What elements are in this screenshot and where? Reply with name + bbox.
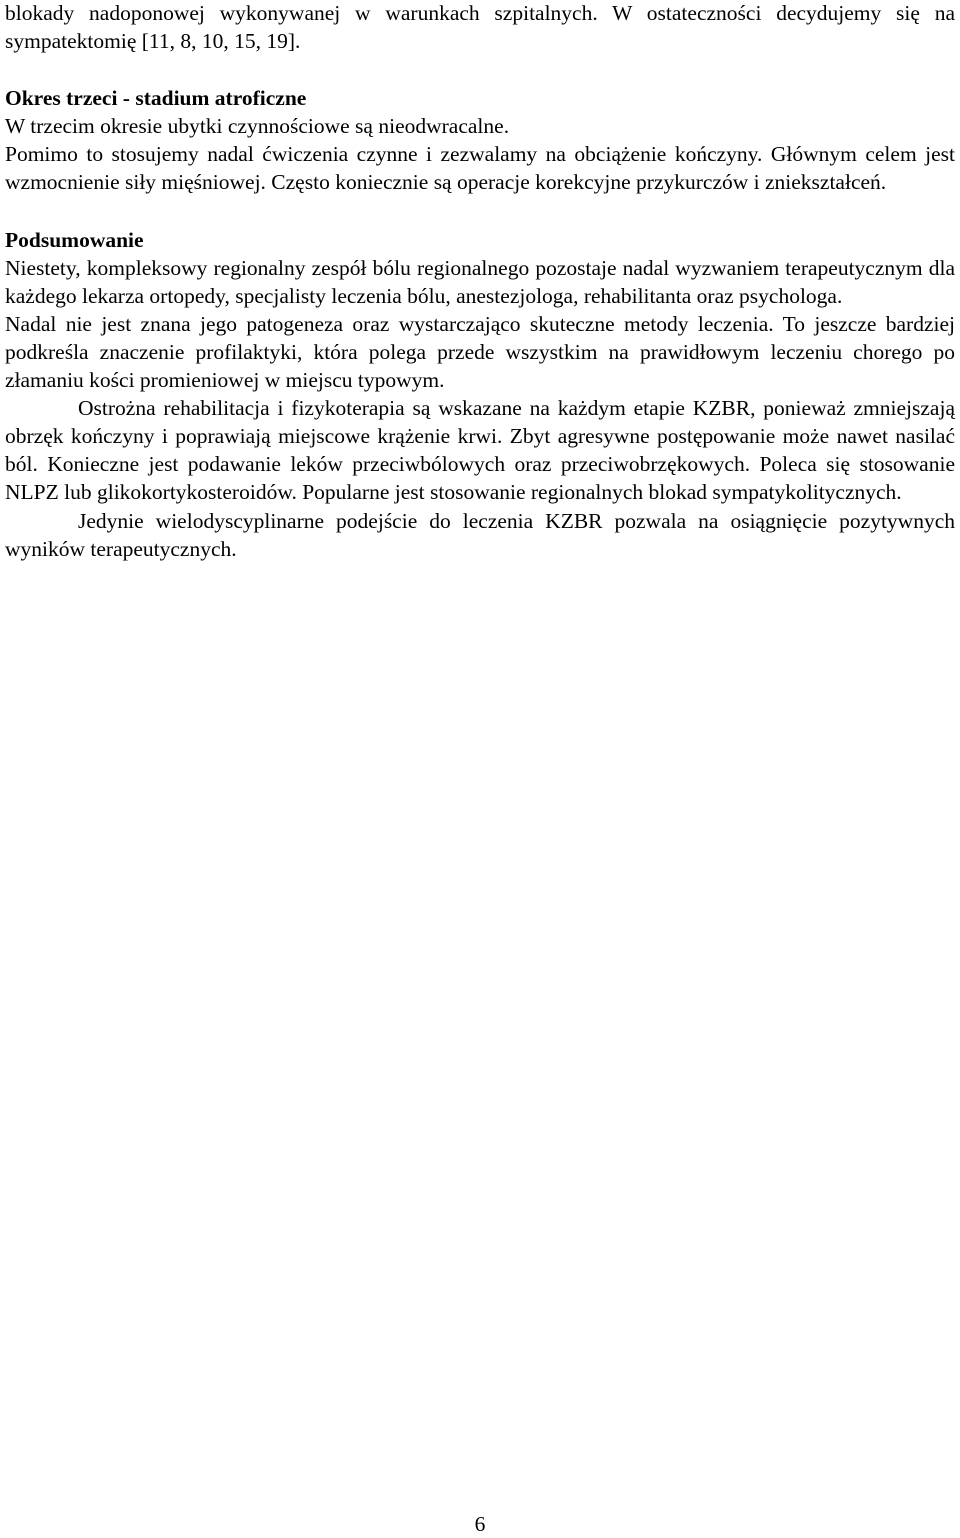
paragraph-gap [5, 55, 955, 84]
page-number: 6 [474, 1512, 486, 1536]
summary-paragraph-4: Jedynie wielodyscyplinarne podejście do leczenia KZBR pozwala na osiągnięcie pozytywnych wyników terapeutycznych. [5, 508, 955, 561]
summary-paragraph-3: Ostrożna rehabilitacja i fizykoterapia są wskazane na każdym etapie KZBR, ponieważ zmniejszają obrzęk kończyny i poprawiają miejscowe krążenie krwi. Zbyt agresywne postępowanie może nawet nasilać ból. Konieczne jest podawanie leków przeciwbólowych oraz przeciwobrzękowych. Poleca się stosowanie NLPZ lub glikokortykosteroidów. Popularne jest stosowanie regionalnych blokad sympatykolitycznych. [5, 396, 955, 505]
continuation-paragraph: blokady nadoponowej wykonywanej w warunkach szpitalnych. W ostateczności decydujemy się na sympatektomię [11, 8, 10, 15, 19]. [5, 1, 955, 54]
stage3-paragraph: Pomimo to stosujemy nadal ćwiczenia czynne i zezwalamy na obciążenie kończyny. Głównym celem jest wzmocnienie siły mięśniowej. Często koniecznie są operacje korekcyjne przykurczów i zniekształceń. [5, 142, 955, 195]
summary-heading: Podsumowanie [5, 227, 144, 252]
stage3-intro-line: W trzecim okresie ubytki czynnościowe są nieodwracalne. [5, 114, 510, 139]
summary-paragraph-1: Niestety, kompleksowy regionalny zespół bólu regionalnego pozostaje nadal wyzwaniem terapeutycznym dla każdego lekarza ortopedy, specjalisty leczenia bólu, anestezjologa, rehabilitanta oraz psychologa. [5, 255, 955, 308]
stage3-heading: Okres trzeci - stadium atroficzne [5, 86, 307, 111]
summary-paragraph-2: Nadal nie jest znana jego patogeneza oraz wystarczająco skuteczne metody leczenia. To jeszcze bardziej podkreśla znaczenie profilaktyki, która polega przede wszystkim na prawidłowym leczeniu chorego po złamaniu kości promieniowej w miejscu typowym. [5, 311, 955, 393]
paragraph-gap [5, 197, 955, 226]
document-page [5, 0, 955, 563]
